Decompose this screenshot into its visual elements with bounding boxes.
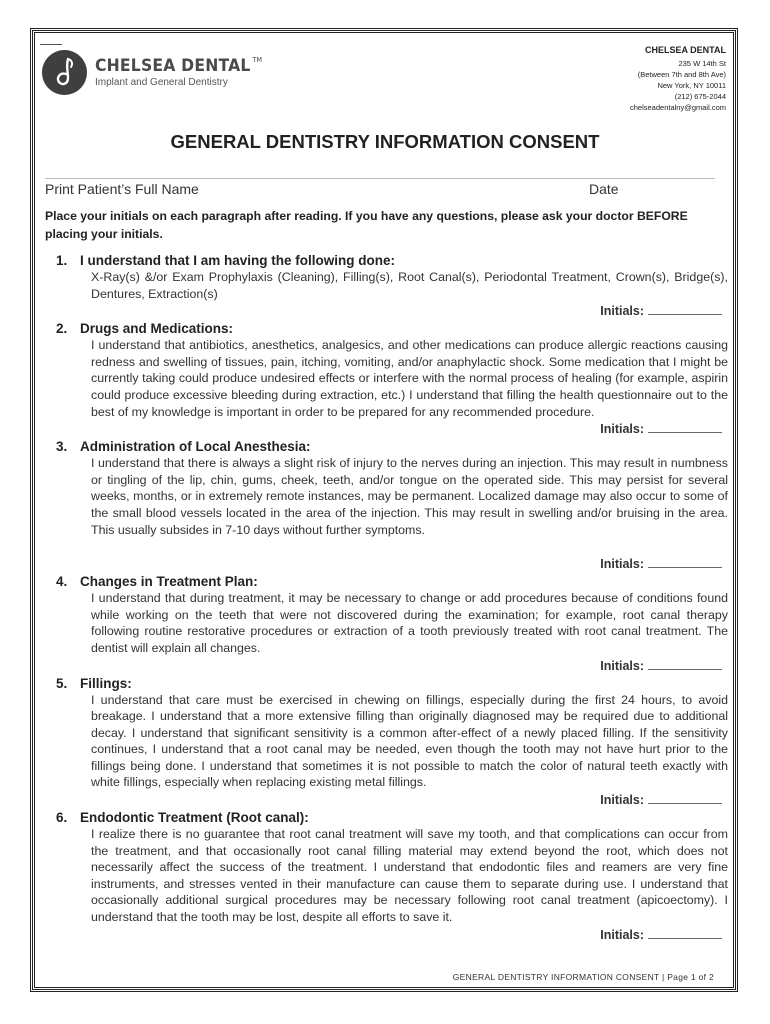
initials-field[interactable] <box>56 926 728 944</box>
contact-line: 235 W 14th St <box>678 59 726 68</box>
section-title: Fillings: <box>80 675 132 691</box>
section-body: I understand that care must be exercised in chewing on fillings, especially during the first 24 hours, to avoid breakage. I understand that a more extensive filling than originally diagnosed may be required due to additional decay. I understand that significant sensitivity is a common after-effect of a newly placed filling. If the sensitivity continues, I understand that a root canal may be needed, even though the tooth may not have hurt prior to the fillings being done. I understand that sometimes it is not possible to match the color of natural teeth exactly with white fillings, especially when replacing existing metal fillings. <box>91 692 728 790</box>
initials-blank[interactable] <box>648 657 722 670</box>
initials-field[interactable] <box>56 791 728 809</box>
initials-label: Initials: <box>600 793 644 808</box>
section-heading <box>56 809 728 826</box>
section-body: I realize there is no guarantee that root canal treatment will save my tooth, and that complications can occur from the treatment, and that occasionally root canal filling material may extend beyond the root, which does not necessarily affect the success of the treatment. I understand that endodontic files and reamers are very fine instruments, and stresses vented in their manufacture can cause them to separate during use. I understand that occasionally additional surgical procedures may be necessary following root canal treatment (apicoectomy). I understand that the tooth may be lost, despite all efforts to save it. <box>91 827 728 925</box>
consent-sections <box>56 252 728 944</box>
consent-section <box>56 573 728 674</box>
section-heading <box>56 438 728 455</box>
contact-line: (212) 675-2044 <box>674 92 726 101</box>
initials-field[interactable] <box>56 555 728 573</box>
initials-blank[interactable] <box>648 555 722 568</box>
patient-name-field[interactable] <box>45 178 715 179</box>
section-body: I understand that there is always a slight risk of injury to the nerves during an injection. This may result in numbness or tingling of the lip, chin, gums, cheek, teeth, and/or tongue on the operated side. This may persist for several weeks, months, or in extremely remote instances, may be permanent. Localized damage may also occur to some of the small blood vessels located in the area of the injection. This may result in swelling and/or bruising in the area. This usually subsides in 7-10 days without further symptoms. <box>91 456 728 537</box>
contact-block <box>630 44 726 113</box>
initials-blank[interactable] <box>648 302 722 315</box>
section-number: 6. <box>56 810 68 826</box>
section-title: Changes in Treatment Plan: <box>80 574 258 590</box>
initials-field[interactable] <box>56 420 728 438</box>
section-number: 4. <box>56 574 68 590</box>
section-body: X-Ray(s) &/or Exam Prophylaxis (Cleaning), Filling(s), Root Canal(s), Periodontal Treatment, Crown(s), Bridge(s), Dentures, Extraction(s) <box>91 270 728 301</box>
page-title: GENERAL DENTISTRY INFORMATION CONSENT <box>170 131 600 152</box>
initials-blank[interactable] <box>648 926 722 939</box>
initials-label: Initials: <box>600 422 644 437</box>
section-heading <box>56 573 728 590</box>
initials-label: Initials: <box>600 304 644 319</box>
section-title: Administration of Local Anesthesia: <box>80 439 311 455</box>
patient-name-label: Print Patient’s Full Name <box>45 181 199 197</box>
initials-blank[interactable] <box>648 420 722 433</box>
date-label: Date <box>589 181 619 197</box>
logo-name: CHELSEA DENTAL ™ <box>95 56 263 76</box>
initials-field[interactable] <box>56 657 728 675</box>
initials-label: Initials: <box>600 658 644 673</box>
tooth-logo-icon <box>42 50 87 95</box>
section-title: Endodontic Treatment (Root canal): <box>80 810 309 826</box>
initials-label: Initials: <box>600 927 644 942</box>
section-heading <box>56 252 728 269</box>
contact-line: New York, NY 10011 <box>657 81 726 90</box>
consent-section <box>56 809 728 944</box>
section-body: I understand that during treatment, it may be necessary to change or add procedures because of conditions found while working on the teeth that were not discovered during the examination; for example, root canal therapy following routine restorative procedures or extraction of a tooth previously treated with root canal treatment. The dentist will explain all changes. <box>91 591 728 655</box>
section-title: I understand that I am having the following done: <box>80 253 396 268</box>
section-number: 1. <box>56 253 68 268</box>
section-number: 5. <box>56 675 68 691</box>
section-title: Drugs and Medications: <box>80 321 234 337</box>
consent-section <box>56 675 728 810</box>
initials-field[interactable] <box>56 302 728 320</box>
consent-section <box>56 320 728 438</box>
instructions: Place your initials on each paragraph after reading. If you have any questions, please ask your doctor BEFORE placing your initials. <box>45 209 688 241</box>
contact-line: (Between 7th and 8th Ave) <box>637 70 726 79</box>
initials-blank[interactable] <box>648 791 722 804</box>
consent-section <box>56 438 728 573</box>
contact-name: CHELSEA DENTAL <box>645 45 726 55</box>
consent-section <box>56 252 728 320</box>
logo-tm: TM <box>252 56 263 64</box>
logo-tagline: Implant and General Dentistry <box>95 77 228 88</box>
section-number: 3. <box>56 439 68 455</box>
section-body: I understand that antibiotics, anesthetics, analgesics, and other medications can produce allergic reactions causing redness and swelling of tissues, pain, itching, vomiting, and/or anaphylactic shock. Some medication that I might be currently taking could produce undesired effects or interfere with the normal process of healing (for example, aspirin could produce excessive bleeding during extraction, etc.) I understand that filling the health questionnaire out to the best of my knowledge is important in order to be prepared for any recommended procedure. <box>91 338 728 419</box>
contact-line: chelseadentalny@gmail.com <box>630 103 726 112</box>
section-heading <box>56 675 728 692</box>
section-number: 2. <box>56 321 68 337</box>
section-heading <box>56 320 728 337</box>
initials-label: Initials: <box>600 557 644 572</box>
page-footer: GENERAL DENTISTRY INFORMATION CONSENT | Page 1 of 2 <box>452 972 714 982</box>
header-rule <box>40 44 62 45</box>
